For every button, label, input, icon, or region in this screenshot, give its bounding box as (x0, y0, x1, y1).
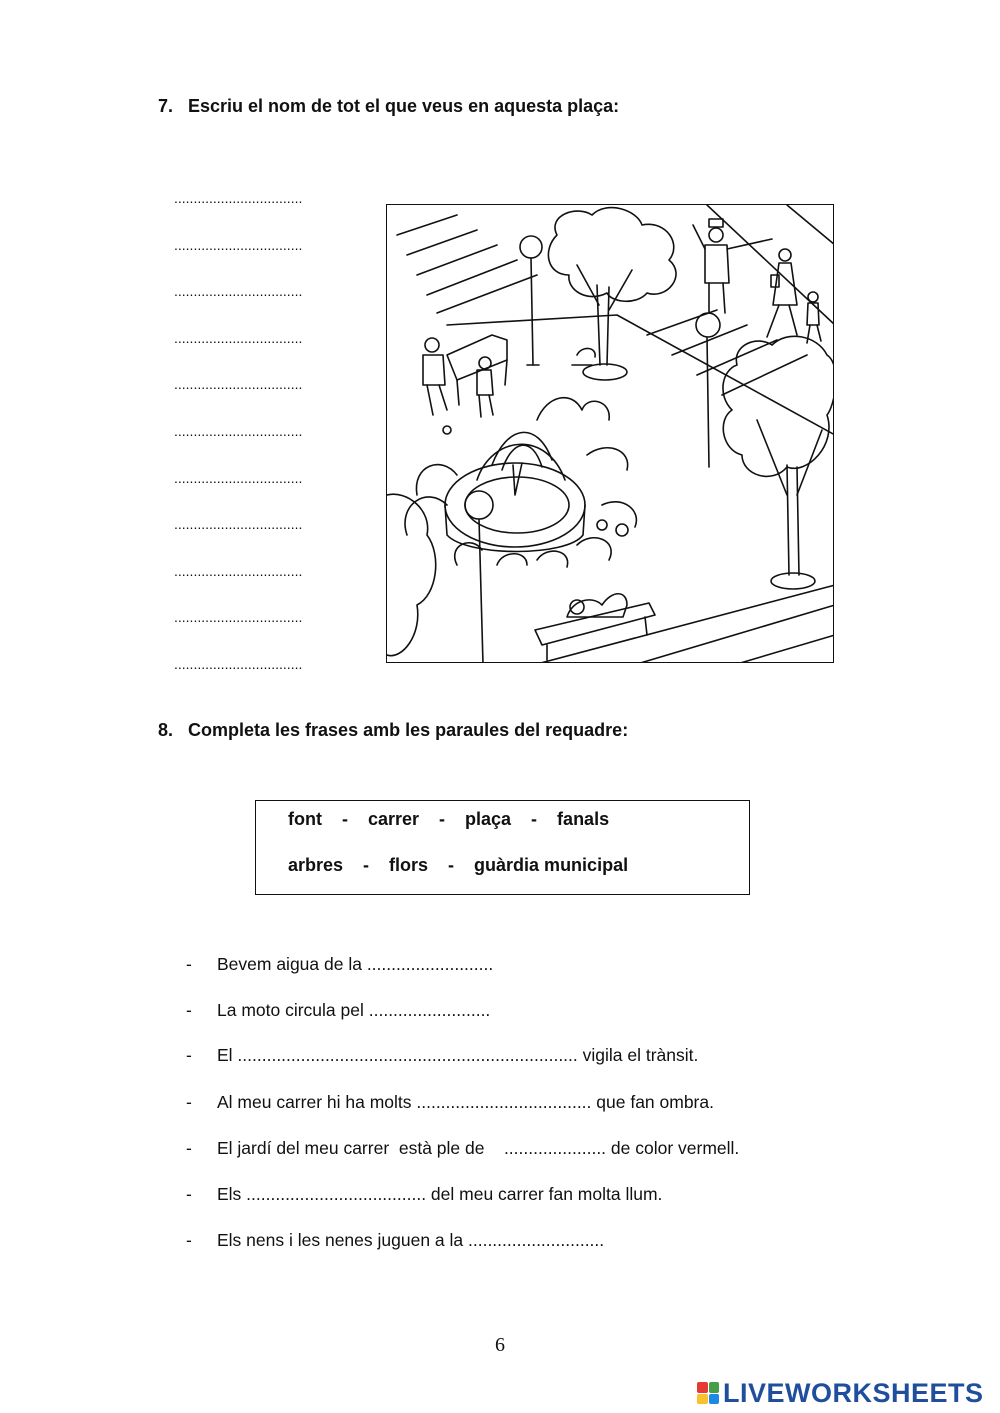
bench-icon (535, 594, 655, 660)
square-illustration (386, 204, 834, 663)
sentence-item[interactable] (186, 1138, 739, 1159)
bench-icon (423, 335, 507, 417)
liveworksheets-logo-icon (697, 1382, 719, 1404)
question-7-number: 7. (158, 96, 174, 116)
brand-name: LIVEWORKSHEETS (723, 1377, 984, 1408)
street-lamp-icon (696, 313, 720, 467)
sentence-item[interactable] (186, 1092, 714, 1113)
list-dash: - (186, 999, 192, 1020)
sentence-text: El ...................................................................... vigila el trànsit. (217, 1045, 699, 1066)
answer-line[interactable]: ................................. (174, 562, 303, 579)
pedestrians-icon (767, 249, 821, 343)
question-8-heading (158, 720, 628, 741)
flowers-icon (405, 348, 636, 567)
liveworksheets-brand[interactable] (697, 1378, 984, 1408)
list-dash: - (186, 1138, 192, 1158)
traffic-officer-icon (693, 219, 772, 313)
fountain-icon (445, 432, 585, 551)
sentence-text: Al meu carrer hi ha molts .................................... que fan ombra. (217, 1092, 714, 1112)
list-dash: - (186, 1045, 192, 1066)
word-box-row: font - carrer - plaça - fanals (288, 809, 610, 829)
tree-icon (548, 208, 676, 380)
sentence-text: Els ..................................... del meu carrer fan molta llum. (217, 1184, 663, 1204)
answer-lines (174, 190, 364, 703)
answer-line[interactable]: ................................. (174, 236, 303, 253)
list-dash: - (186, 1092, 192, 1112)
crosswalk-right (647, 205, 834, 395)
list-dash: - (186, 1230, 192, 1250)
plaza-edge-bottom (537, 585, 834, 663)
word-box (255, 800, 750, 895)
question-8-text: Completa les frases amb les paraules del requadre: (188, 720, 629, 740)
list-dash: - (186, 1184, 192, 1204)
crosswalk-top (397, 215, 537, 313)
answer-line[interactable]: ................................. (174, 329, 303, 346)
answer-line[interactable]: ................................. (174, 469, 303, 486)
word-box-row: arbres - flors - guàrdia municipal (288, 855, 629, 875)
answer-line[interactable]: ................................. (174, 376, 303, 393)
sentence-item[interactable] (186, 1045, 698, 1066)
sentence-text: Bevem aigua de la .......................... (217, 954, 494, 974)
question-7-heading (158, 96, 619, 117)
answer-line[interactable]: ................................. (174, 516, 303, 533)
sentence-item[interactable] (186, 1230, 604, 1251)
sentence-item[interactable] (186, 1184, 662, 1205)
street-lamp-icon (520, 236, 542, 365)
tree-icon (387, 494, 436, 655)
tree-icon (723, 336, 834, 589)
answer-line[interactable]: ................................. (174, 609, 303, 626)
sentence-text: La moto circula pel ......................... (217, 999, 491, 1020)
question-8-number: 8. (158, 720, 174, 740)
sentence-item[interactable] (186, 1000, 490, 1021)
sentence-item[interactable] (186, 954, 493, 975)
list-dash: - (186, 954, 192, 974)
answer-line[interactable]: ................................. (174, 422, 303, 439)
answer-line[interactable]: ................................. (174, 655, 303, 672)
sentence-text: El jardí del meu carrer està ple de ..................... de color vermell. (217, 1138, 740, 1158)
answer-line[interactable]: ................................. (174, 283, 303, 300)
page-number: 6 (495, 1334, 505, 1356)
answer-line[interactable]: ................................. (174, 190, 303, 206)
question-7-text: Escriu el nom de tot el que veus en aquesta plaça: (188, 96, 620, 116)
sentence-text: Els nens i les nenes juguen a la ............................ (217, 1230, 605, 1250)
